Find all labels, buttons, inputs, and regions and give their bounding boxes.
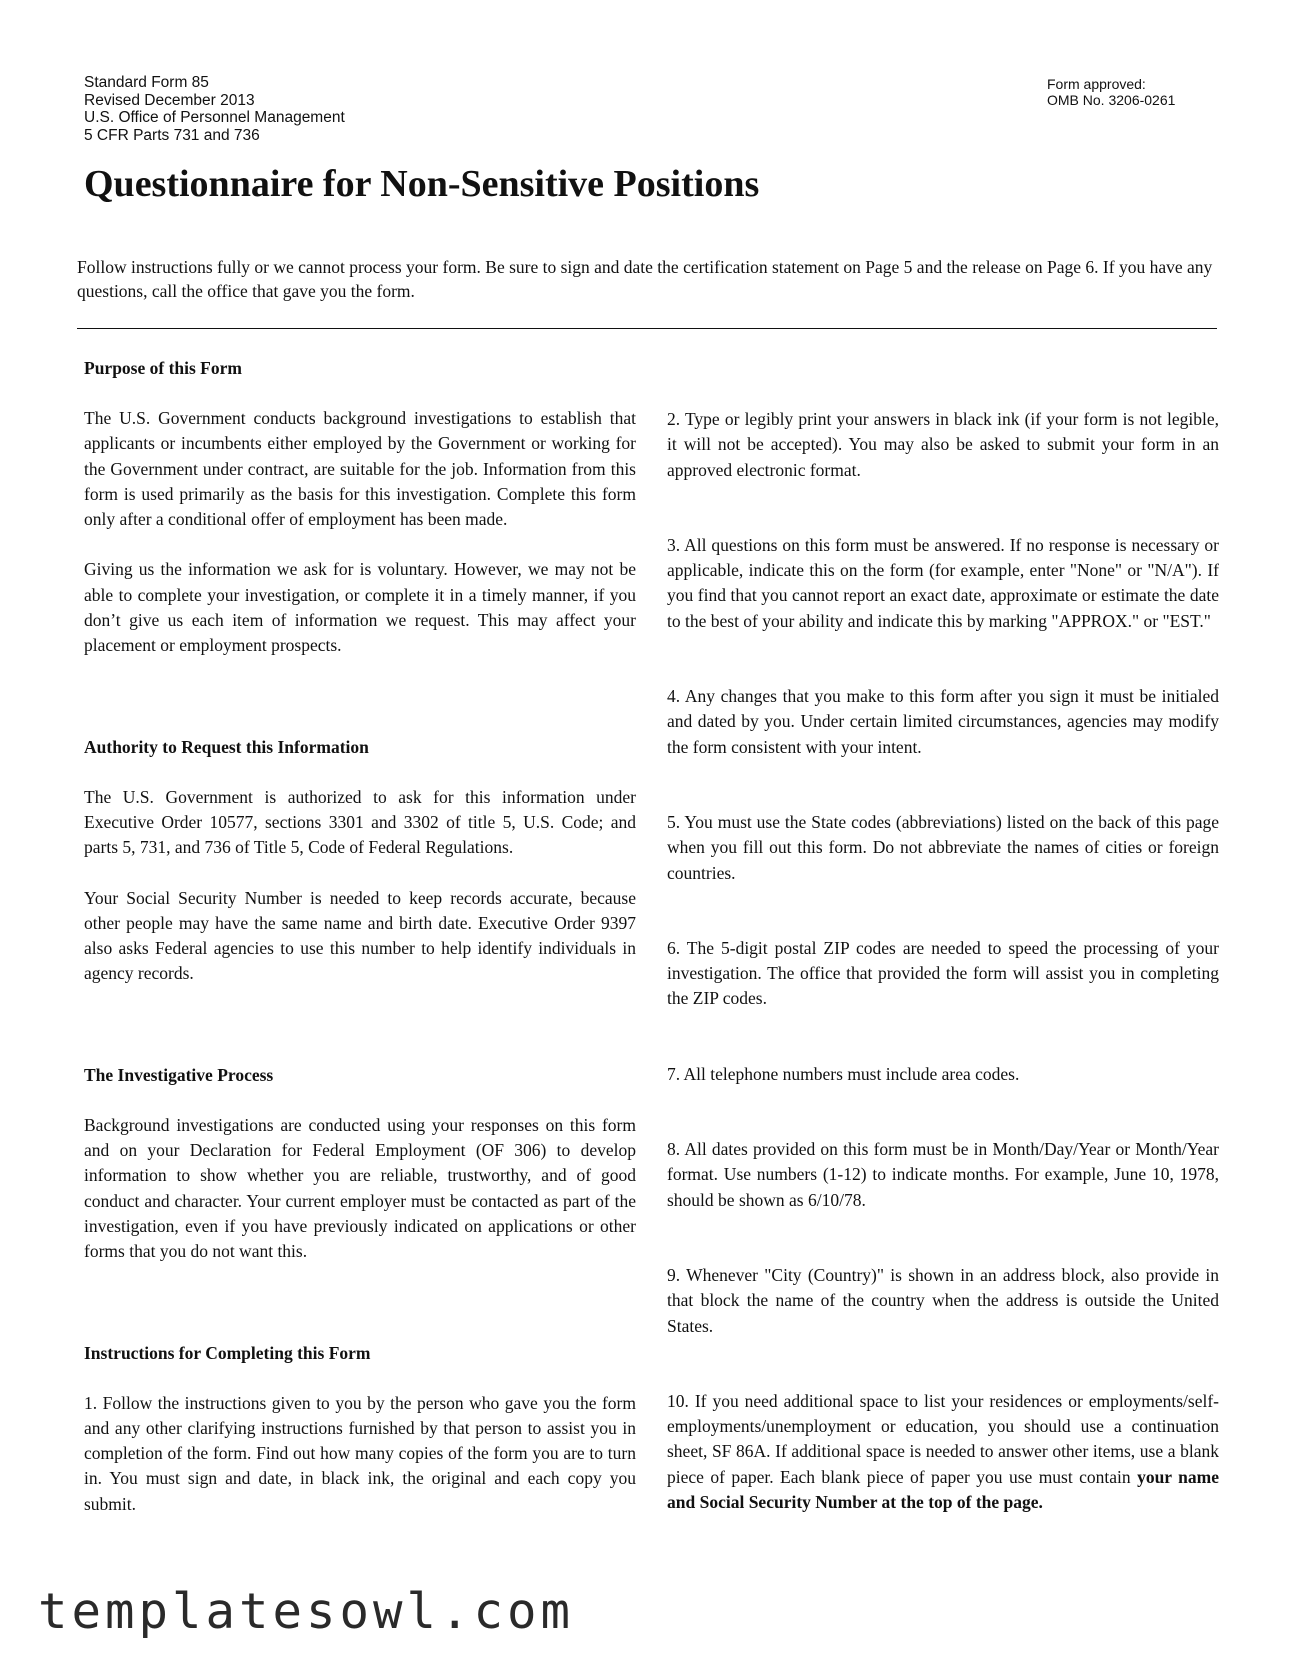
instruction-item-3: 3. All questions on this form must be answered. If no response is necessary or applicable, indicate this on the form (for example, enter "None" or "N/A"). If you find that you cannot report an exact date, approximate or estimate the date to the best of your ability and indicate this by marking "APPROX." or "EST." bbox=[667, 534, 1219, 631]
authority-paragraph-2: Your Social Security Number is needed to keep records accurate, because other people may have the same name and birth date. Executive Order 9397 also asks Federal agencies to use this number to help identify individuals in agency records. bbox=[84, 887, 636, 984]
form-approved-label: Form approved: bbox=[1047, 76, 1146, 92]
form-identification bbox=[84, 74, 345, 144]
page-title: Questionnaire for Non-Sensitive Positions bbox=[84, 163, 760, 205]
instruction-item-2: 2. Type or legibly print your answers in black ink (if your form is not legible, it will not be accepted). You may also be asked to submit your form in an approved electronic format. bbox=[667, 409, 1219, 480]
instruction-item-5: 5. You must use the State codes (abbreviations) listed on the back of this page when you fill out this form. Do not abbreviate the names of cities or foreign countries. bbox=[667, 811, 1219, 883]
instruction-item-10 bbox=[667, 1389, 1219, 1515]
instruction-item-9: 9. Whenever "City (Country)" is shown in an address block, also provide in that block the name of the country when the address is outside the United States. bbox=[667, 1264, 1219, 1336]
instruction-item-4: 4. Any changes that you make to this form after you sign it must be initialed and dated by you. Under certain limited circumstances, agencies may modify the form consistent with your intent. bbox=[667, 686, 1219, 757]
horizontal-divider bbox=[77, 328, 1217, 329]
instruction-item-1: 1. Follow the instructions given to you by the person who gave you the form and any other clarifying instructions furnished by that person to assist you in completion of the form. Find out how many copies of the form you are to turn in. You must sign and date, in black ink, the original and each copy you submit. bbox=[84, 1392, 636, 1514]
process-heading: The Investigative Process bbox=[84, 1064, 274, 1085]
instructions-heading: Instructions for Completing this Form bbox=[84, 1342, 371, 1363]
left-column bbox=[84, 356, 636, 1517]
authority-heading: Authority to Request this Information bbox=[84, 736, 369, 757]
right-column bbox=[667, 407, 1219, 1515]
purpose-paragraph-2: Giving us the information we ask for is voluntary. However, we may not be able to complete your investigation, or complete it in a timely manner, if you don’t give us each item of information we request. This may affect your placement or employment prospects. bbox=[84, 559, 636, 656]
instruction-item-6: 6. The 5-digit postal ZIP codes are needed to speed the processing of your investigation. The office that provided the form will assist you in completing the ZIP codes. bbox=[667, 937, 1219, 1009]
form-revision: Revised December 2013 bbox=[84, 91, 255, 109]
watermark: templatesowl.com bbox=[38, 1583, 575, 1640]
instruction-item-10-emphasis: your name and Social Security Number at the top of the page. bbox=[667, 1466, 1220, 1513]
purpose-heading: Purpose of this Form bbox=[84, 358, 242, 378]
intro-text: Follow instructions fully or we cannot process your form. Be sure to sign and date the certification statement on Page 5 and the release on Page 6. If you have any questions, call the office that gave you the form. bbox=[77, 257, 1213, 301]
omb-approval bbox=[1047, 76, 1175, 108]
instruction-item-8: 8. All dates provided on this form must be in Month/Day/Year or Month/Year format. Use numbers (1-12) to indicate months. For example, June 10, 1978, should be shown as 6/10/78. bbox=[667, 1139, 1219, 1210]
form-cfr-parts: 5 CFR Parts 731 and 736 bbox=[84, 126, 260, 144]
authority-paragraph-1: The U.S. Government is authorized to ask for this information under Executive Order 10577, sections 3301 and 3302 of title 5, U.S. Code; and parts 5, 731, and 736 of Title 5, Code of Federal Regulations. bbox=[84, 786, 636, 858]
form-agency: U.S. Office of Personnel Management bbox=[84, 109, 345, 126]
form-number: Standard Form 85 bbox=[84, 74, 209, 91]
process-paragraph: Background investigations are conducted using your responses on this form and on your Declaration for Federal Employment (OF 306) to develop information to show whether you are reliable, trustworthy, and of good conduct and character. Your current employer must be contacted as part of the investigation, even if you have previously indicated on applications or other forms that you do not want this. bbox=[84, 1114, 636, 1262]
omb-number: OMB No. 3206-0261 bbox=[1047, 92, 1176, 108]
purpose-paragraph-1: The U.S. Government conducts background investigations to establish that applicants or incumbents either employed by the Government or working for the Government under contract, are suitable for the job. Information from this form is used primarily as the basis for this investigation. Complete this form only after a conditional offer of employment has been made. bbox=[84, 408, 636, 530]
instruction-item-10-text: 10. If you need additional space to list your residences or employments/self-employments/unemployment or education, you should use a continuation sheet, SF 86A. If additional space is needed to answer other items, use a blank piece of paper. Each blank piece of paper you use must contain bbox=[667, 1390, 1219, 1487]
instruction-item-7: 7. All telephone numbers must include area codes. bbox=[667, 1063, 1020, 1084]
